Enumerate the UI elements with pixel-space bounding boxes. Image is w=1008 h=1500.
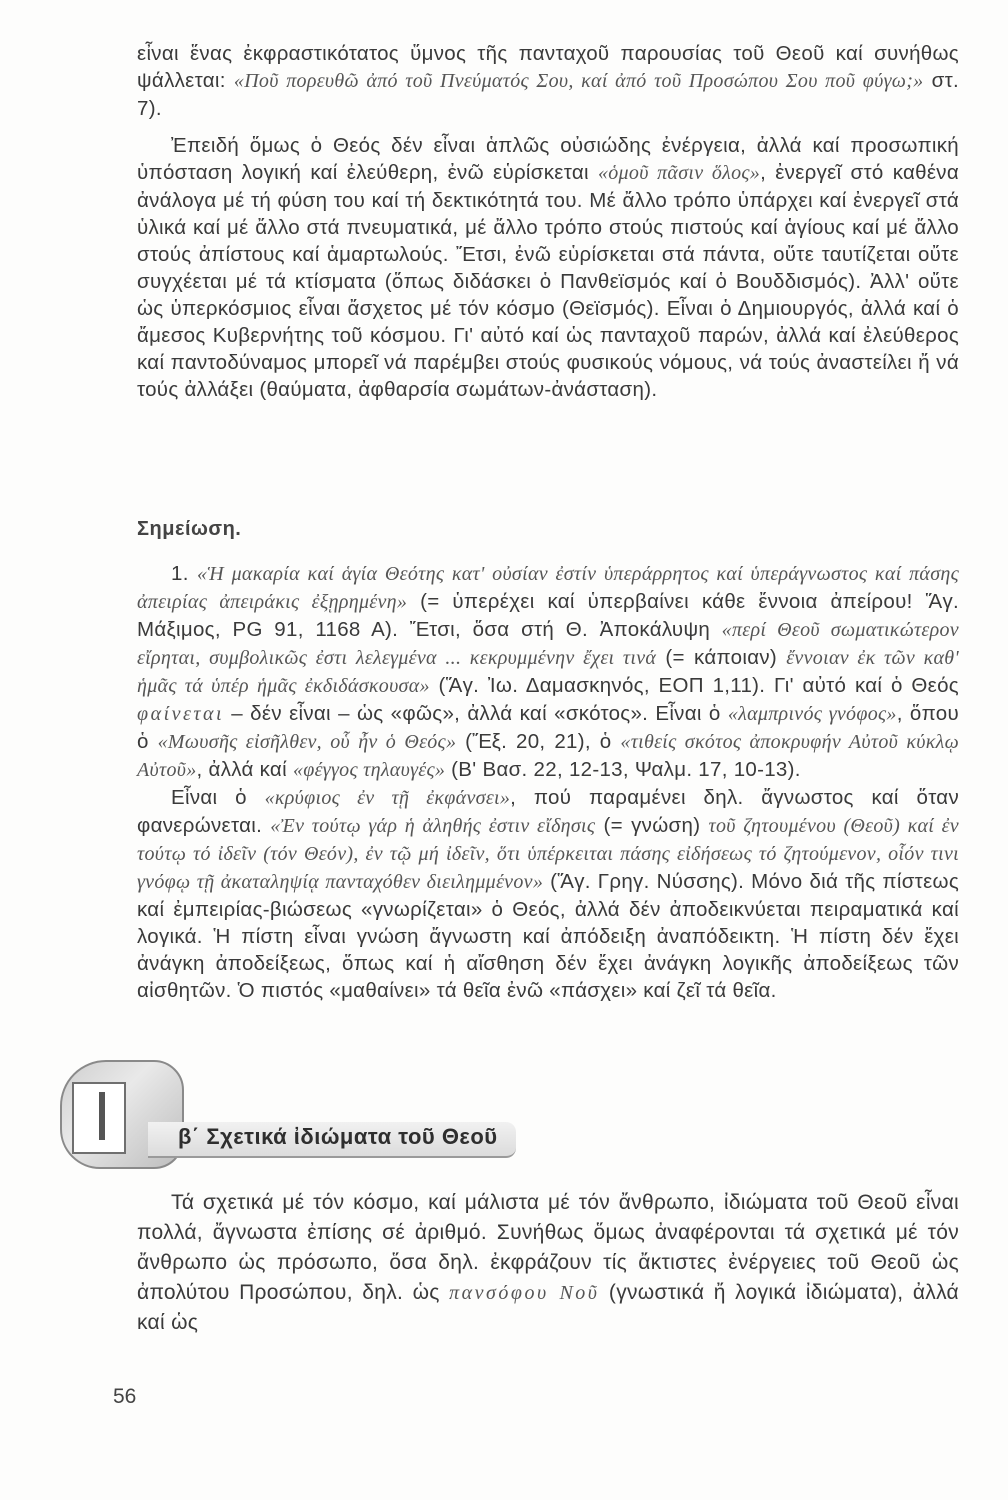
tab-frame-icon — [72, 1082, 126, 1154]
note-text — [137, 560, 959, 1004]
quotation: «Ποῦ πορευθῶ ἀπό τοῦ Πνεύματός Σου, καί ἀπό τοῦ Προσώπου Σου ποῦ φύγω;» — [233, 70, 924, 92]
paragraph: εἶναι ἕνας ἐκφραστικότατος ὕμνος τῆς πανταχοῦ παρουσίας τοῦ Θεοῦ καί συνήθως ψάλλεται: «Ποῦ πορευθῶ ἀπό τοῦ Πνεύματός Σου, καί ἀπό τοῦ Προσώπου Σου ποῦ φύγω;» στ. 7). — [137, 42, 959, 120]
section-text — [137, 1188, 959, 1338]
note-heading: Σημείωση. — [137, 518, 242, 540]
roman-numeral-bar-icon — [99, 1092, 105, 1140]
paragraph: Ἐπειδή ὅμως ὁ Θεός δέν εἶναι ἁπλῶς οὐσιώδης ἐνέργεια, ἀλλά καί προσωπική ὑπόσταση λογική καί ἐλεύθερη, ἐνῶ εὑρίσκεται «ὁμοῦ πᾶσιν ὅλος», ἐνεργεῖ στό καθένα ἀνάλογα μέ τή φύση του καί τή δεκτικότητά του. Μέ ἄλλο τρόπο ὑπάρχει καί ἐνεργεῖ στά ὑλικά καί μέ ἄλλο στά πνευματικά, μέ ἄλλο τρόπο στούς πιστούς καί ἁγίους καί μέ ἄλλο στούς ἀπίστους καί ἁμαρτωλούς. Ἔτσι, ἐνῶ εὑρίσκεται στά πάντα, οὔτε ταυτίζεται οὔτε συγχέεται μέ τά κτίσματα (ὅπως διδάσκει ὁ Πανθεϊσμός καί ὁ Βουδδισμός). Ἀλλ' οὔτε ὡς ὑπερκόσμιος εἶναι ἄσχετος μέ τόν κόσμο (Θεϊσμός). Εἶναι ὁ Δημιουργός, ἀλλά καί ὁ ἄμεσος Κυβερνήτης τοῦ κόσμου. Γι' αὐτό καί ὡς πανταχοῦ παρών, ἀλλά καί ἐλεύθερος καί παντοδύναμος μπορεῖ νά παρέμβει στούς φυσικούς νόμους, νά τούς ἀναστείλει ἤ νά τούς ἀλλάξει (θαύματα, ἀφθαρσία σωμάτων-ἀνάσταση). — [137, 134, 959, 401]
intro-text — [137, 40, 959, 403]
section-title: β΄ Σχετικά ἰδιώματα τοῦ Θεοῦ — [178, 1124, 498, 1149]
section-heading-graphic — [60, 1060, 960, 1180]
note-paragraph: 1. «Ἡ μακαρία καί ἁγία Θεότης κατ' οὐσίαν ἐστίν ὑπεράρρητος καί ὑπεράγνωστος καί πάσης ἀπειρίας ἀπειράκις ἐξῃρημένη» (= ὑπερέχει καί ὑπερβαίνει κάθε ἔννοια ἀπείρου! Ἅγ. Μάξιμος, PG 91, 1168 A). Ἔτσι, ὅσα στή Θ. Ἀποκάλυψη «περί Θεοῦ σωματικώτερον εἴρηται, συμβολικῶς ἐστι λελεγμένα ... κεκρυμμένην ἔχει τινά (= κάποιαν) ἔννοιαν ἐκ τῶν καθ' ἡμᾶς τά ὑπέρ ἡμᾶς ἐκδιδάσκουσα» (Ἅγ. Ἰω. Δαμασκηνός, ΕΟΠ 1,11). Γι' αὐτό καί ὁ Θεός φαίνεται – δέν εἶναι – ὡς «φῶς», ἀλλά καί «σκότος». Εἶναι ὁ «λαμπρινός γνόφος», ὅπου ὁ «Μωυσῆς εἰσῆλθεν, οὗ ἦν ὁ Θεός» (Ἔξ. 20, 21), ὁ «τιθείς σκότος ἀποκρυφήν Αὐτοῦ κύκλῳ Αὐτοῦ», ἀλλά καί «φέγγος τηλαυγές» (Β' Βασ. 22, 12-13, Ψαλμ. 17, 10-13). — [137, 562, 960, 781]
note-paragraph: Εἶναι ὁ «κρύφιος ἐν τῇ ἐκφάνσει», πού παραμένει δηλ. ἄγνωστος καί ὅταν φανερώνεται. «Ἐν τούτῳ γάρ ἡ ἀληθής ἐστιν εἴδησις (= γνώση) τοῦ ζητουμένου (Θεοῦ) καί ἐν τούτῳ τό ἰδεῖν (τόν Θεόν), ἐν τῷ μή ἰδεῖν, ὅτι ὑπέρκειται πάσης εἰδήσεως τό ζητούμενον, οἷόν τινι γνόφῳ τῇ ἀκαταληψίᾳ πανταχόθεν διειλημμένον» (Ἅγ. Γρηγ. Νύσσης). Μόνο διά τῆς πίστεως καί ἐμπειρίας-βιώσεως «γνωρίζεται» ὁ Θεός, ἀλλά δέν ἀποδεικνύεται πειραματικά καί λογικά. Ἡ πίστη εἶναι γνώση ἄγνωστη καί ἀπόδειξη ἀναπόδεικτη. Ἡ πίστη δέν ἔχει ἀνάγκη ἀποδείξεως, ὅπως καί ἡ αἴσθηση δέν ἔχει ἀνάγκη λογικῆς ἀποδείξεως τῶν αἰσθητῶν. Ὁ πιστός «μαθαίνει» τά θεῖα ἐνῶ «πάσχει» καί ζεῖ τά θεῖα. — [137, 786, 960, 1002]
spaced-emphasis: πανσόφου Νοῦ — [449, 1282, 600, 1304]
paragraph: Τά σχετικά μέ τόν κόσμο, καί μάλιστα μέ τόν ἄνθρωπο, ἰδιώματα τοῦ Θεοῦ εἶναι πολλά, ἄγνωστα ἐπίσης σέ ἀριθμό. Συνήθως ὅμως ἀναφέρονται τά σχετικά μέ τόν ἄνθρωπο ὡς πρόσωπο, ὅσα δηλ. ἐκφράζουν τίς ἄκτιστες ἐνέργειες τοῦ Θεοῦ ὡς ἀπολύτου Προσώπου, δηλ. ὡς πανσόφου Νοῦ (γνωστικά ἤ λογικά ἰδιώματα), ἀλλά καί ὡς — [137, 1191, 959, 1334]
spaced-emphasis: φαίνεται — [137, 703, 225, 725]
quotation: «ὁμοῦ πᾶσιν ὅλος» — [597, 162, 761, 184]
page-number: 56 — [113, 1385, 137, 1408]
